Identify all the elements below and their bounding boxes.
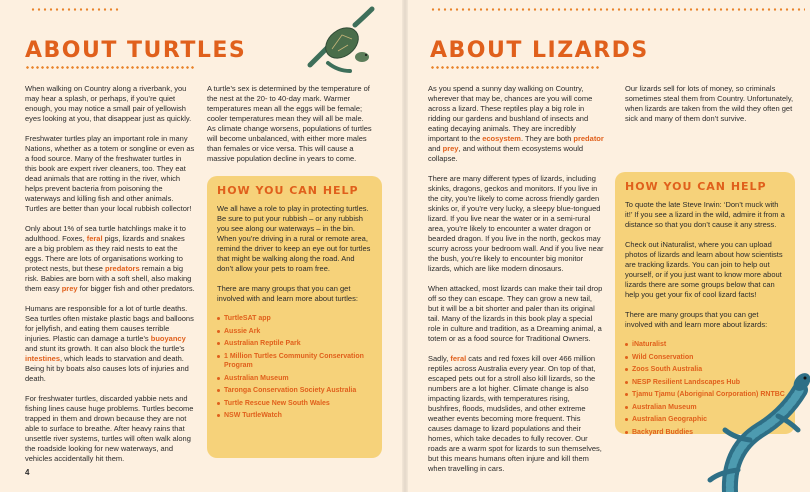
lizards-column-2 bbox=[625, 84, 795, 134]
organisation-item: NSW TurtleWatch bbox=[217, 411, 372, 421]
sea-turtle-illustration bbox=[300, 5, 375, 75]
help-paragraph: There are many groups that you can get involved with and learn more about lizards: bbox=[625, 310, 768, 329]
help-paragraph: To quote the late Steve Irwin: ‘Don’t muck with it!’ If you see a lizard in the wild, admire it from a distance so that you don’t cause it any stress. bbox=[625, 200, 785, 229]
help-heading: HOW YOU CAN HELP bbox=[217, 184, 359, 197]
organisation-item: Zoos South Australia bbox=[625, 365, 785, 375]
paragraph: A turtle’s sex is determined by the temperature of the nest at the 20- to 40-day mark. Warmer temperatures mean all the eggs will be female; cooler temperatures mean they will all be male. As climate change worsens, populations of turtles will become unbalanced, with either more males than females or vice versa. This will cause a massive population decline in years to come. bbox=[207, 84, 372, 163]
keyword-prey: prey bbox=[61, 284, 78, 293]
organisation-item: Tjamu Tjamu (Aboriginal Corporation) RNTBC bbox=[625, 390, 785, 400]
organisation-item: Aussie Ark bbox=[217, 327, 372, 337]
page-title: ABOUT LIZARDS bbox=[430, 38, 649, 63]
help-paragraph: We all have a role to play in protecting turtles. Be sure to put your rubbish – or any rubbish you see along our waterways – in the bin. When you’re driving in a rural or remote area, remind the driver to keep an eye out for turtles that might be walking along the road. And don’t allow your pets to roam free. bbox=[217, 204, 371, 273]
organisation-item: NESP Resilient Landscapes Hub bbox=[625, 378, 785, 388]
organisation-item: Backyard Buddies bbox=[625, 428, 785, 438]
dot-border bbox=[430, 8, 805, 11]
keyword-predators: predators bbox=[105, 264, 140, 273]
keyword-predator: predator bbox=[573, 134, 604, 143]
keyword-intestines: intestines bbox=[25, 354, 61, 363]
help-paragraph: There are many groups that you can get involved with and learn more about turtles: bbox=[217, 284, 358, 303]
paragraph: Our lizards sell for lots of money, so criminals sometimes steal them from Country. Unfortunately, when lizards are taken from the wild they often get sick and many of them don’t survive. bbox=[625, 84, 794, 123]
keyword-ecosystem: ecosystem bbox=[482, 134, 521, 143]
paragraph: Humans are responsible for a lot of turtle deaths. Sea turtles often mistake plastic bags and balloons for jellyfish, and eating them causes terrible injuries. Plastic can damage a turtle’s buoyancy and stunt its growth. It can also block the turtle’s intestines, which leads to starvation and death. Being hit by boats also causes lots of injuries and death. bbox=[25, 304, 194, 383]
paragraph: Freshwater turtles play an important role in many Nations, whether as a totem or songline or even as a food source. Many of the freshwater turtles in this book are expert river cleaners, too. They eat dead animals that are rotting in the river, which helps prevent bacteria from poisoning the waterways and killing fish and other animals. Turtles are better than your local rubbish collector! bbox=[25, 134, 195, 213]
page-title: ABOUT TURTLES bbox=[25, 38, 247, 63]
keyword-feral: feral bbox=[86, 234, 103, 243]
paragraph: As you spend a sunny day walking on Country, wherever that may be, chances are you will come across a lizard. These reptiles play a big role in ridding our gardens and bushland of insects and eating decaying animals. They are incredibly important to the ecosystem. They are both predator and prey, and without them ecosystems would collapse. bbox=[428, 84, 604, 163]
turtles-column-1 bbox=[25, 84, 195, 474]
paragraph: When walking on Country along a riverbank, you may hear a splash, or perhaps, if you’re quiet enough, you may notice a small pair of yellowish eyes looking at you, that disappear just as quickly. bbox=[25, 84, 192, 123]
organisation-list bbox=[217, 314, 372, 421]
organisation-item: TurtleSAT app bbox=[217, 314, 372, 324]
dot-border bbox=[30, 8, 120, 11]
paragraph: There are many different types of lizards, including skinks, dragons, geckos and monitors. If you live in the city, you’re likely to come across friendly garden skinks or, if you’re very lucky, a sleepy blue-tongued lizard. If you live near the water or in a semi-rural area, you’re likely to encounter a water dragon or bearded dragon. If you live in the north, geckos may scurry across your bedroom wall. And if you live near the bush, you’re likely to encounter big monitor lizards, which are like modern dinosaurs. bbox=[428, 174, 604, 273]
keyword-feral: feral bbox=[450, 354, 467, 363]
organisation-item: 1 Million Turtles Community Conservation Program bbox=[217, 352, 372, 371]
organisation-item: Australian Museum bbox=[625, 403, 785, 413]
keyword-prey: prey bbox=[442, 144, 459, 153]
keyword-buoyancy: buoyancy bbox=[150, 334, 186, 343]
help-heading: HOW YOU CAN HELP bbox=[625, 180, 767, 193]
organisation-item: Australian Reptile Park bbox=[217, 339, 372, 349]
page-number: 4 bbox=[25, 468, 30, 477]
title-underline bbox=[430, 66, 600, 69]
turtles-help-box bbox=[207, 176, 382, 458]
lizards-column-1 bbox=[428, 84, 604, 484]
turtles-column-2 bbox=[207, 84, 372, 174]
organisation-item: iNaturalist bbox=[625, 340, 785, 350]
paragraph: Sadly, feral cats and red foxes kill over 466 million reptiles across Australia every year. On top of that, escaped pets out for a stroll also kill lizards, so the numbers are a lot higher. Climate change is also impacting lizards, with temperatures rising, bushfires, floods, mudslides, and other extreme weather events becoming more frequent. This causes damage to lizard populations and their homes, which take decades to fully recover. Our roads are a warm spot for lizards to sun themselves, but this means humans often injure and kill them when travelling in cars. bbox=[428, 354, 602, 473]
organisation-item: Australian Geographic bbox=[625, 415, 785, 425]
lizard-illustration bbox=[690, 360, 810, 492]
organisation-item: Australian Museum bbox=[217, 374, 372, 384]
organisation-item: Taronga Conservation Society Australia bbox=[217, 386, 372, 396]
title-underline bbox=[25, 66, 195, 69]
paragraph: For freshwater turtles, discarded yabbie nets and fishing lines cause huge problems. Turtles become trapped in them and drown because they are not able to surface to breathe. After heavy rains that unsettle river systems, turtles will often walk along the roadside looking for new waterways, and vehicles accidentally hit them. bbox=[25, 394, 194, 463]
organisation-item: Turtle Rescue New South Wales bbox=[217, 399, 372, 409]
help-paragraph: Check out iNaturalist, where you can upload photos of lizards and learn about how scientists are tracking lizards. You can join to help out yourself, or if you just want to know more about lizards there are some groups below that can help you get your fix of cool lizard facts! bbox=[625, 240, 783, 299]
paragraph: When attacked, most lizards can make their tail drop off so they can escape. They can grow a new tail, but it will be a bit shorter and paler than its original tail. Many of the lizards in this book play a special role in culture and tradition, as a Dreaming animal, a totem or as a food source for Traditional Owners. bbox=[428, 284, 603, 343]
paragraph: Only about 1% of sea turtle hatchlings make it to adulthood. Foxes, feral pigs, lizards and snakes are a big problem as they raid nests to eat the eggs. There are lots of organisations working to protect nests, but these predators remain a big risk. Babies are born with a soft shell, also making them easy prey for bigger fish and other predators. bbox=[25, 224, 195, 293]
organisation-item: Wild Conservation bbox=[625, 353, 785, 363]
